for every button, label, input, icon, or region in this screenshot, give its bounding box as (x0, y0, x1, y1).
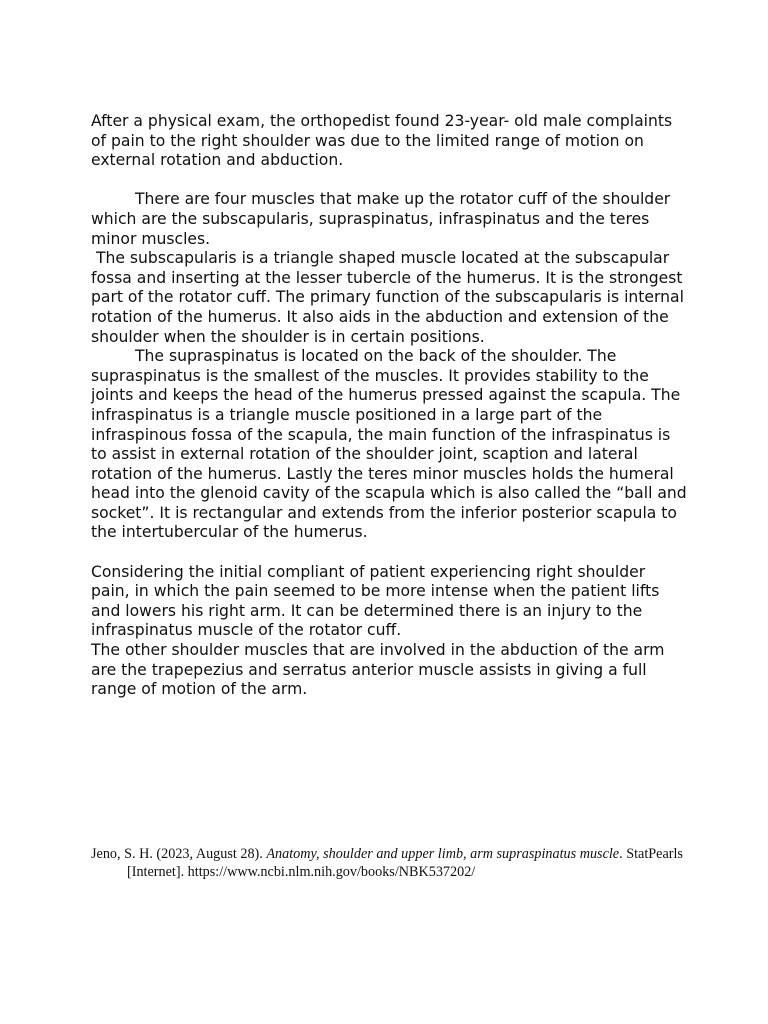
paragraph-exam-findings: After a physical exam, the orthopedist found 23-year- old male complaints of pain to the right shoulder was due to the limited range of motion on external rotation and abduction. (91, 112, 678, 170)
document-body (91, 112, 692, 700)
paragraph-subscapularis: The subscapularis is a triangle shaped muscle located at the subscapular fossa and inserting at the lesser tubercle of the humerus. It is the strongest part of the rotator cuff. The primary function of the subscapularis is internal rotation of the humerus. It also aids in the abduction and extension of the shoulder when the shoulder is in certain positions. (91, 249, 689, 346)
paragraph-rotator-cuff-intro: There are four muscles that make up the rotator cuff of the shoulder which are the subscapularis, supraspinatus, infraspinatus and the teres minor muscles. (91, 190, 676, 248)
paragraph-other-muscles: The other shoulder muscles that are involved in the abduction of the arm are the trapepezius and serratus anterior muscle assists in giving a full range of motion of the arm. (91, 641, 670, 699)
reference-lead: Jeno, S. H. (2023, August 28). (91, 846, 267, 862)
blank-line (91, 543, 687, 563)
reference-title: Anatomy, shoulder and upper limb, arm supraspinatus muscle (266, 846, 620, 862)
paragraph-conclusion: Considering the initial compliant of patient experiencing right shoulder pain, in which the pain seemed to be more intense when the patient lifts and lowers his right arm. It can be determined there is an injury to the infraspinatus muscle of the rotator cuff. (91, 562, 665, 640)
blank-line (91, 171, 687, 191)
reference-tail: . StatPearls [Internet]. https://www.ncbi.nlm.nih.gov/books/NBK537202/ (127, 846, 683, 880)
paragraph-supraspinatus: The supraspinatus is located on the back of the shoulder. The supraspinatus is the smallest of the muscles. It provides stability to the joints and keeps the head of the humerus pressed against the scapula. The infraspinatus is a triangle muscle positioned in a large part of the infraspinous fossa of the scapula, the main function of the infraspinatus is to assist in external rotation of the shoulder joint, scaption and lateral rotation of the humerus. Lastly the teres minor muscles holds the humeral head into the glenoid cavity of the scapula which is also called the “ball and socket”. It is rectangular and extends from the inferior posterior scapula to the intertubercular of the humerus. (91, 347, 692, 542)
reference-entry (91, 846, 691, 881)
